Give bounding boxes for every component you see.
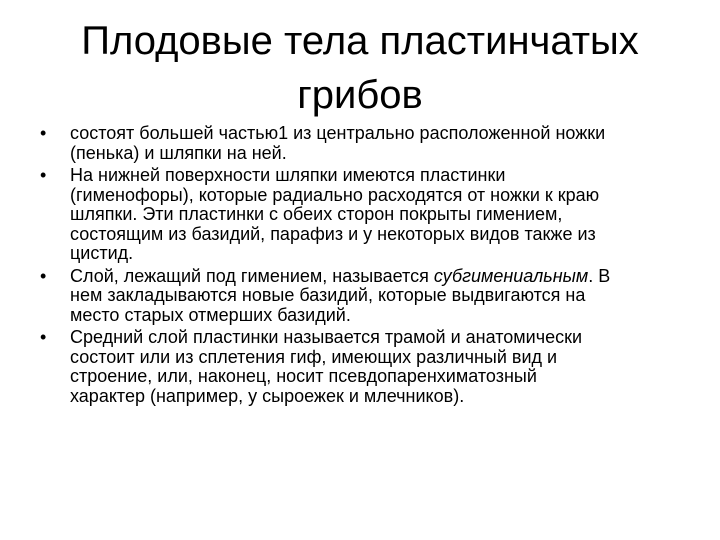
bullet-text-line: состоит или из сплетения гиф, имеющих различный вид и: [70, 346, 558, 367]
bullet-text-line: [70, 267, 690, 287]
bullet-text-line: строение, или, наконец, носит псевдопаренхиматозный: [70, 366, 537, 386]
bullet-text-line: Средний слой пластинки называется трамой и анатомически: [70, 327, 583, 347]
bullet-marker: •: [40, 265, 47, 286]
slide-title: [40, 14, 680, 122]
bullet-marker: •: [40, 123, 47, 143]
bullet-text-line: состоят большей частью1 из центрально расположенной ножки: [70, 123, 606, 143]
bullet-text-line: шляпки. Эти пластинки с обеих сторон покрыты гимением,: [70, 204, 563, 224]
bullet-text-segment: . В: [588, 265, 611, 286]
italic-term: субгимениальным: [433, 265, 589, 286]
bullet-list: [40, 124, 690, 409]
bullet-item: [40, 166, 690, 264]
bullet-text-line: место старых отмерших базидий.: [70, 304, 351, 325]
bullet-text-line: (гименофоры), которые радиально расходятся от ножки к краю: [70, 184, 600, 205]
bullet-marker: •: [40, 165, 47, 185]
bullet-item: [40, 124, 690, 163]
bullet-text-line: цистид.: [70, 243, 134, 263]
bullet-text-segment: Слой, лежащий под гимением, называется: [70, 265, 434, 286]
bullet-text-line: На нижней поверхности шляпки имеются пластинки: [70, 165, 506, 185]
bullet-text-line: состоящим из базидий, парафиз и у некоторых видов также из: [70, 223, 596, 244]
bullet-text-line: характер (например, у сыроежек и млечников).: [70, 385, 465, 406]
bullet-item: [40, 267, 690, 326]
bullet-item: [40, 328, 690, 406]
bullet-text-line: нем закладываются новые базидий, которые выдвигаются на: [70, 285, 586, 305]
bullet-text-line: (пенька) и шляпки на ней.: [70, 142, 287, 163]
bullet-marker: •: [40, 327, 47, 347]
slide-title-line: грибов: [297, 73, 423, 117]
slide-title-line: Плодовые тела пластинчатых: [81, 19, 639, 63]
